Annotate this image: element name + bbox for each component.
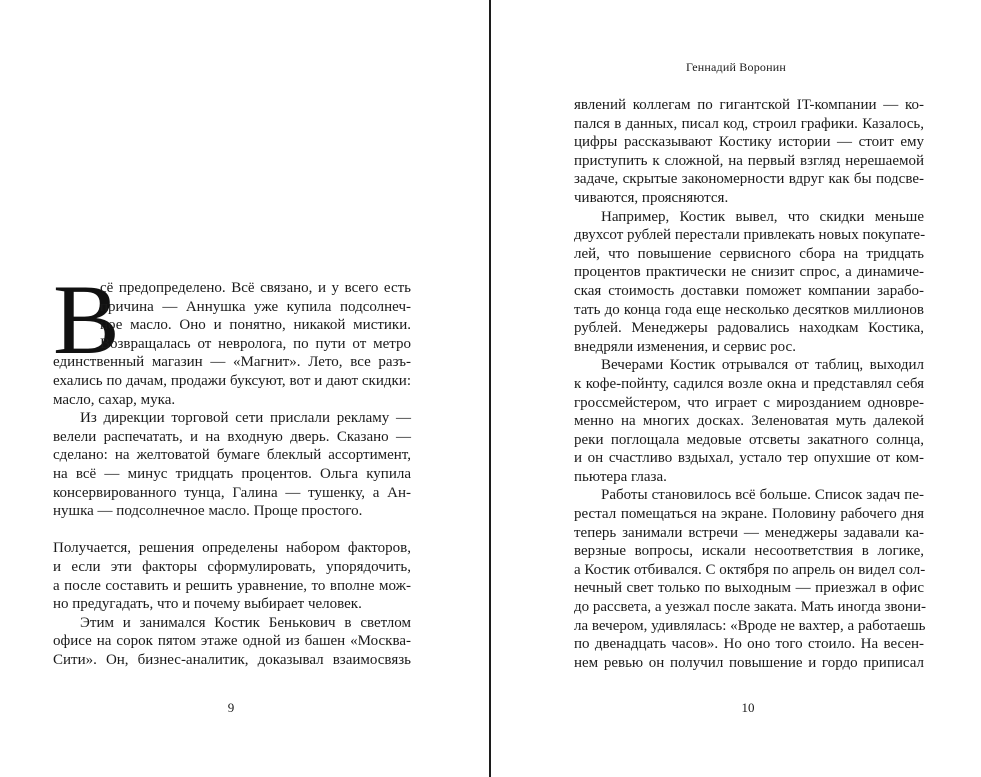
text-line: Работы становилось всё больше. Список задач пе-	[601, 487, 924, 504]
text-line: сё предопределено. Всё связано, и у всего есть	[100, 280, 411, 296]
text-line: двухсот рублей перестали привлекать новых покупате-	[574, 227, 926, 244]
text-line: а Костик отбивался. С октября по апрель он видел сол-	[574, 561, 926, 578]
text-line: сделано: на желтоватой бумаге блеклый ассортимент,	[53, 447, 411, 464]
text-line: к кофе-пойнту, садился возле окна и представлял себя	[574, 375, 924, 392]
drop-cap: В	[53, 264, 120, 375]
text-line: нем ревью он получил повышение и гордо приписал	[574, 654, 924, 671]
text-line: Получается, решения определены набором факторов,	[53, 540, 411, 557]
text-line: чиваются, проясняются.	[574, 189, 729, 206]
text-line: тать до конца года еще несколько десятков миллионов	[574, 301, 924, 318]
right-page-text	[574, 96, 924, 672]
text-line: ехались по дачам, продажи буксуют, вот и дают скидки:	[53, 372, 411, 389]
text-line: Например, Костик вывел, что скидки меньше	[601, 208, 924, 225]
left-page-text	[53, 279, 411, 669]
text-line: менно на многих досках. Зеленоватая муть далекой	[574, 413, 924, 430]
text-line: и если эти факторы сформулировать, упорядочить,	[53, 558, 411, 575]
text-line: офисе на сорок пятом этаже одной из башен «Москва-	[53, 633, 411, 650]
text-line: цифры рассказывают Костику истории — стоит ему	[574, 134, 924, 151]
text-line: но предугадать, что и почему выбирает человек.	[53, 596, 362, 613]
page-number: 9	[227, 700, 235, 715]
section-break	[53, 521, 411, 540]
text-line: масло, сахар, мука.	[53, 391, 176, 408]
text-line: велели распечатать, и на входную дверь. Сказано —	[53, 428, 411, 445]
text-line: ное масло. Оно и понятно, никакой мистики.	[100, 317, 411, 334]
left-page	[0, 0, 489, 777]
text-line: рублей. Менеджеры радовались находкам Костика,	[574, 320, 924, 337]
text-line: реки поглощала медовые отсветы закатного солнца,	[574, 431, 924, 448]
running-header: Геннадий Воронин	[686, 60, 786, 74]
text-line: по двенадцать часов». Но оно того стоило. На весен-	[574, 636, 924, 653]
text-line: гроссмейстером, что играет с мирозданием одновре-	[574, 394, 924, 411]
text-line: рестал помещаться на экране. Половину рабочего дня	[574, 506, 924, 523]
text-line: Из дирекции торговой сети прислали рекламу —	[80, 410, 411, 427]
text-line: и он счастливо вздыхал, устало тер опухшие от ком-	[574, 450, 924, 467]
text-line: единственный магазин — «Магнит». Лето, все разъ-	[53, 354, 411, 371]
right-page	[491, 0, 981, 777]
text-line: внедряли изменения, и сервис рос.	[574, 338, 796, 355]
text-line: ла вечером, удивлялась: «Вроде не вахтер, а работаешь	[574, 617, 926, 634]
text-line: верзные вопросы, искали несоответствия в логике,	[574, 543, 924, 560]
text-line: Возвращалась от невролога, по пути от метро	[100, 335, 411, 352]
text-line: задаче, скрытые закономерности вдруг как бы подсве-	[574, 171, 924, 188]
text-line: причина — Аннушка уже купила подсолнеч-	[100, 298, 411, 315]
text-line: Этим и занимался Костик Бенькович в светлом	[80, 614, 411, 631]
text-line: консервированного тунца, Галина — тушенку, а Ан-	[53, 484, 411, 501]
page-number: 10	[741, 700, 755, 715]
text-line: пался в данных, писал код, строил графики. Казалось,	[574, 115, 924, 132]
text-line: лей, что повышение сервисного сбора на тридцать	[574, 245, 924, 262]
text-line: приступить к сложной, на первый взгляд нерешаемой	[574, 152, 924, 169]
text-line: пьютера глаза.	[574, 468, 667, 485]
text-line: нечный свет только по выходным — приезжал в офис	[574, 580, 924, 597]
text-line: до рассвета, а уезжал после заката. Мать иногда звони-	[574, 599, 926, 616]
text-line: явлений коллегам по гигантской IT-компании — ко-	[574, 97, 924, 113]
text-line: ская стоимость доставки поможет компании зарабо-	[574, 282, 924, 299]
text-line: Сити». Он, бизнес-аналитик, доказывал взаимосвязь	[53, 651, 411, 668]
text-line: Вечерами Костик отрывался от таблиц, выходил	[601, 357, 924, 374]
text-line: процентов практически не снизит спрос, а динамиче-	[574, 264, 924, 281]
text-line: а после составить и решить уравнение, то вполне мож-	[53, 577, 411, 594]
text-line: на всё — минус тридцать процентов. Ольга купила	[53, 465, 411, 482]
text-line: теперь занимали встречи — менеджеры задавали ка-	[574, 524, 924, 541]
text-line: нушка — подсолнечное масло. Проще простого.	[53, 503, 363, 520]
